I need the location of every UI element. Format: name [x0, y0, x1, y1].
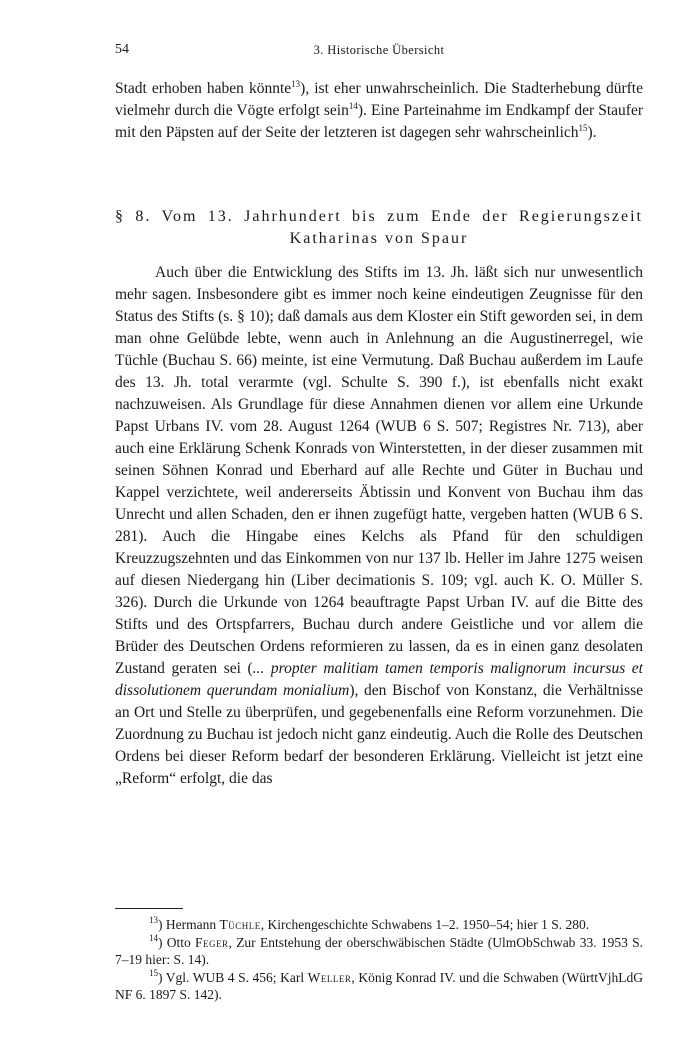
- page-number: 54: [115, 42, 129, 57]
- body-paragraph: Auch über die Entwicklung des Stifts im 13. Jh. läßt sich nur unwesentlich mehr sagen. Insbesondere gibt es immer noch keine eindeutigen Zeugnisse für den Status des Stifts (s. § 10); daß damals aus dem Kloster ein Stift geworden sei, in dem man ohne Gelübde lebte, wenn auch in Anlehnung an die Augustinerregel, wie Tüchle (Buchau S. 66) meinte, ist eine Vermutung. Daß Buchau außerdem im Laufe des 13. Jh. total verarmte (vgl. Schulte S. 390 f.), ist ebenfalls nicht exakt nachzuweisen. Als Grundlage für diese Annahmen dienen vor allem eine Urkunde Papst Urbans IV. vom 28. August 1264 (WUB 6 S. 507; Registres Nr. 713), aber auch eine Erklärung Schenk Konrads von Winterstetten, in der dieser zusammen mit seinen Söhnen Konrad und Eberhard auf alle Rechte und Güter in Buchau und Kappel verzichtete, weil andererseits Äbtissin und Konvent von Buchau ihm das Unrecht und allen Schaden, den er ihnen zugefügt hatte, vergeben hatten (WUB 6 S. 281). Auch die Hingabe eines Kelchs als Pfand für den schuldigen Kreuzzugszehnten und das Einkommen von nur 137 lb. Heller im Jahre 1275 weisen auf diesen Niedergang hin (Liber decimationis S. 109; vgl. auch K. O. Müller S. 326). Durch die Urkunde von 1264 beauftragte Papst Urban IV. auf die Bitte des Stifts und des Ortspfarrers, Buchau durch andere Geistliche und vor allem die Brüder des Deutschen Ordens reformieren zu lassen, da es in einen ganz desolaten Zustand geraten sei (... propter malitiam tamen temporis malignorum incursus et dissolutionem querundam monialium), den Bischof von Konstanz, die Verhältnisse an Ort und Stelle zu überprüfen, und gegebenenfalls eine Reform vorzunehmen. Die Zuordnung zu Buchau ist jedoch nicht ganz eindeutig. Auch die Rolle des Deutschen Ordens bei dieser Reform bedarf der besonderen Erklärung. Vielleicht ist jetzt eine „Reform“ erfolgt, die das: [115, 264, 643, 787]
- author-name: Tüchle: [219, 917, 261, 932]
- section-heading-line-2: Katharinas von Spaur: [289, 230, 469, 247]
- footnotes: [115, 916, 643, 1004]
- footnote-ref-15[interactable]: 15: [578, 123, 588, 133]
- footnote: $^{13}$) Hermann Tüchle, Kirchengeschichte Schwabens 1–2. 1950–54; hier 1 S. 280.: [149, 915, 590, 932]
- section-heading-line-1: § 8. Vom 13. Jahrhundert bis zum Ende der Regierungszeit: [115, 208, 643, 225]
- author-name: Weller: [307, 969, 352, 985]
- footnote-divider: [115, 908, 183, 909]
- footnote: $^{14}$) Otto Feger, Zur Entstehung der oberschwäbischen Städte (UlmObSchwab 33. 1953 S. 7–19 hier: S. 14).: [115, 932, 643, 967]
- intro-paragraph: Stadt erhoben haben könnte$^{13}$), ist eher unwahrscheinlich. Die Stadterhebung dürfte vielmehr durch die Vögte erfolgt sein$^{14}$). Eine Parteinahme im Endkampf der Staufer mit den Päpsten auf der Seite der letzteren ist dagegen sehr wahrscheinlich$^{15}$).: [115, 79, 644, 141]
- footnote: $^{15}$) Vgl. WUB 4 S. 456; Karl Weller, König Konrad IV. und die Schwaben (WürttVjhLdG NF 6. 1897 S. 142).: [115, 967, 644, 1002]
- latin-quote: ... propter malitiam tamen temporis malignorum incursus et dissolutionem querundam monialium: [115, 660, 643, 699]
- author-name: Feger: [195, 934, 229, 950]
- footnote-ref-13[interactable]: 13: [291, 79, 301, 89]
- running-title: 3. Historische Übersicht: [313, 43, 445, 57]
- footnote-ref-14[interactable]: 14: [348, 101, 358, 111]
- page-header: [115, 42, 643, 66]
- section-heading: [115, 206, 643, 250]
